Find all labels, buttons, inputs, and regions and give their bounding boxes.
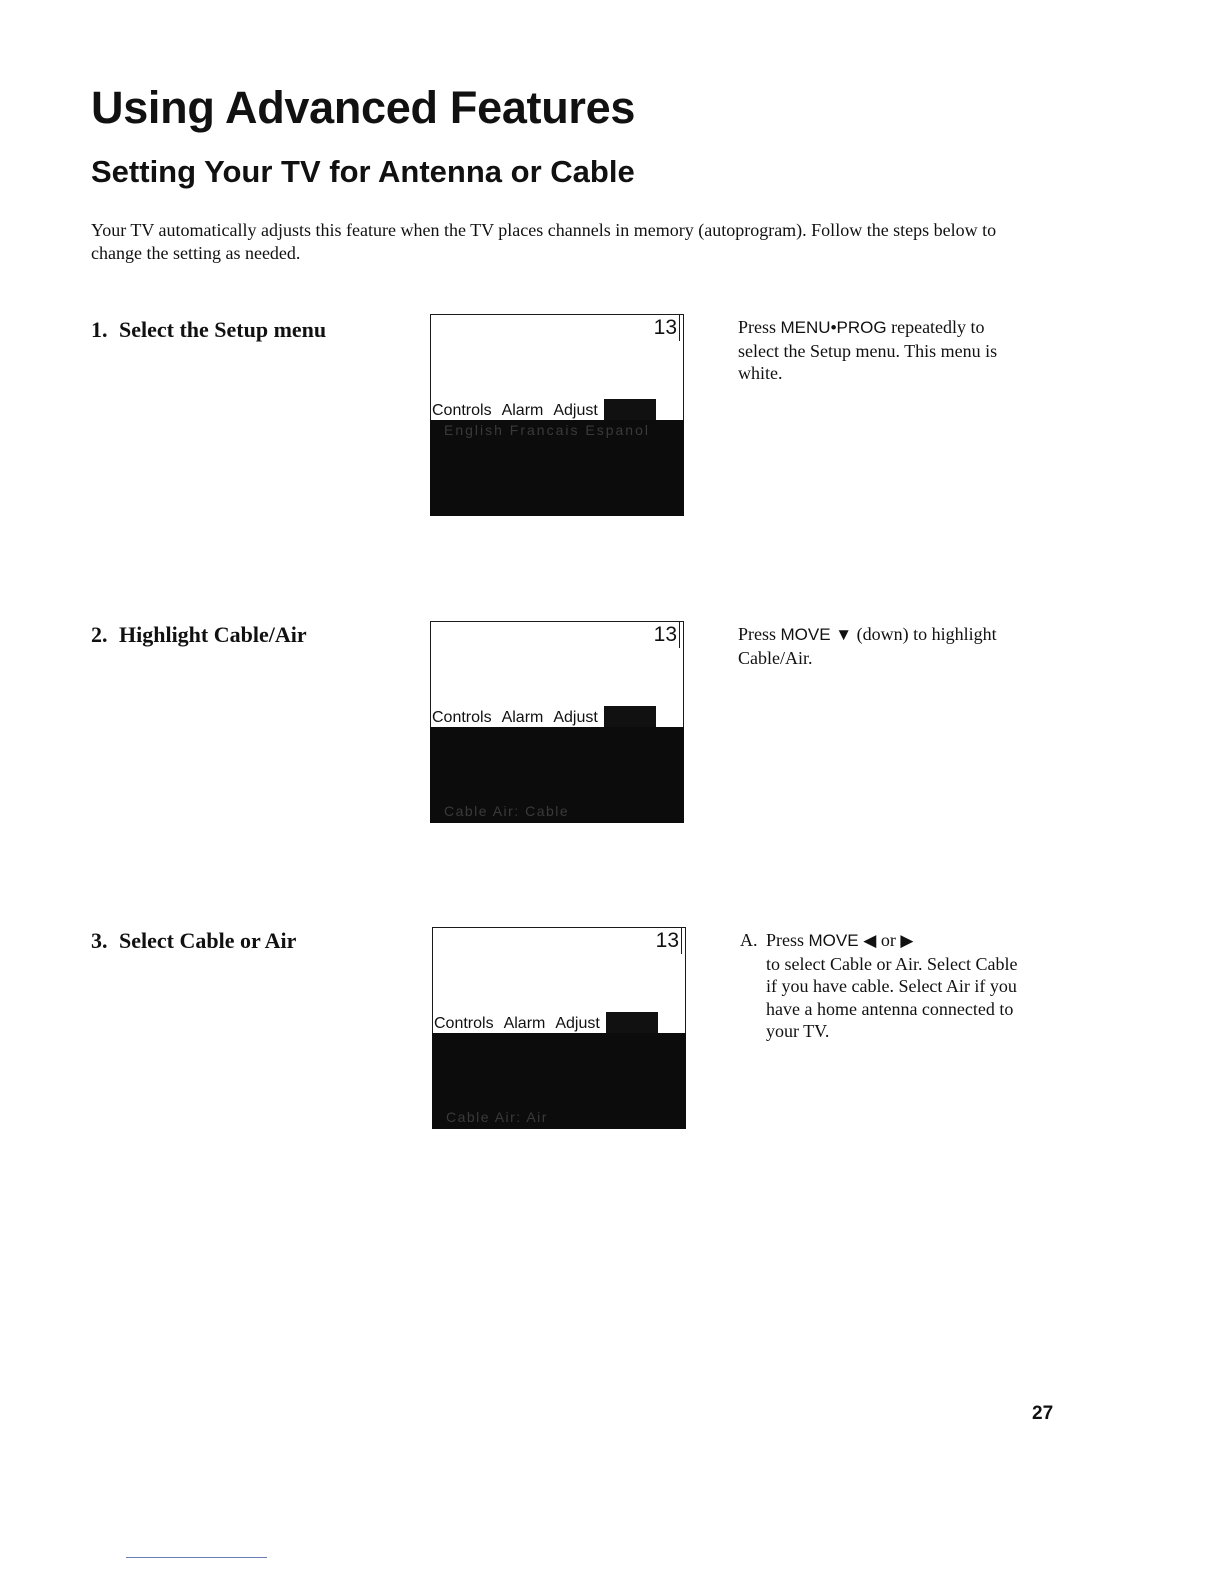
- tv-screen-cable-air-highlight: [430, 621, 684, 823]
- channel-number: 13: [654, 315, 680, 341]
- page-number: 27: [1032, 1403, 1054, 1424]
- step-number: 2.: [91, 622, 108, 647]
- menu-tab-controls: Controls: [432, 402, 492, 419]
- menu-tab-adjust: Adjust: [555, 1015, 600, 1032]
- menu-tab-controls: Controls: [432, 709, 492, 726]
- menu-tab-setup-selected: [604, 706, 656, 728]
- menu-tab-setup-selected: [606, 1012, 658, 1034]
- menu-cable-air-line: Cable Air: Air: [446, 1109, 548, 1125]
- tv-screen-setup-menu: [430, 314, 684, 516]
- key-menu-prog: MENU•PROG: [780, 318, 887, 337]
- menu-bar: [431, 706, 677, 728]
- step-title: Select Cable or Air: [119, 928, 297, 953]
- setup-menu-panel: [432, 1033, 686, 1129]
- page-title: Using Advanced Features: [91, 82, 636, 133]
- menu-tab-alarm: Alarm: [501, 709, 544, 726]
- menu-language-line: English Francais Espanol: [444, 422, 650, 438]
- tv-screen-select-cable-air: [432, 927, 686, 1129]
- instruction-text: to select Cable or Air. Select Cable if you have cable. Select Air if you have a home antenna connected to your TV.: [766, 953, 1018, 1041]
- step-heading: [91, 621, 307, 649]
- key-move-right: ▶: [900, 931, 914, 950]
- step-title: Select the Setup menu: [119, 317, 327, 342]
- menu-tab-controls: Controls: [434, 1015, 494, 1032]
- step-number: 3.: [91, 928, 108, 953]
- menu-tab-adjust: Adjust: [553, 402, 598, 419]
- setup-menu-panel: [430, 727, 684, 823]
- step-title: Highlight Cable/Air: [119, 622, 307, 647]
- step-instruction: Press MOVE ▼ (down) to highlight Cable/Air.: [738, 624, 997, 668]
- key-move-left: MOVE ◀: [808, 931, 877, 950]
- section-title: Setting Your TV for Antenna or Cable: [91, 154, 635, 189]
- key-move-down: MOVE ▼: [780, 625, 853, 644]
- step-number: 1.: [91, 317, 108, 342]
- footer-rule: [126, 1557, 267, 1558]
- channel-number: 13: [656, 928, 682, 954]
- menu-tab-alarm: Alarm: [501, 402, 544, 419]
- step-instruction: A. Press MOVE ◀ or ▶ to select Cable or Air. Select Cable if you have cable. Select Air if you have a home antenna connected to your TV.: [740, 929, 1030, 1043]
- menu-bar: [433, 1012, 679, 1034]
- intro-paragraph: Your TV automatically adjusts this feature when the TV places channels in memory (autoprogram). Follow the steps below to change the setting as needed.: [91, 220, 997, 263]
- step-instruction: Press MENU•PROG repeatedly to select the Setup menu. This menu is white.: [738, 317, 998, 383]
- menu-bar: [431, 399, 677, 421]
- step-heading: [91, 927, 296, 955]
- menu-cable-air-line: Cable Air: Cable: [444, 803, 570, 819]
- setup-menu-panel: [430, 420, 684, 516]
- menu-tab-alarm: Alarm: [503, 1015, 546, 1032]
- channel-number: 13: [654, 622, 680, 648]
- menu-tab-setup-selected: [604, 399, 656, 421]
- instruction-letter: A.: [740, 930, 758, 950]
- menu-tab-adjust: Adjust: [553, 709, 598, 726]
- step-heading: [91, 316, 326, 344]
